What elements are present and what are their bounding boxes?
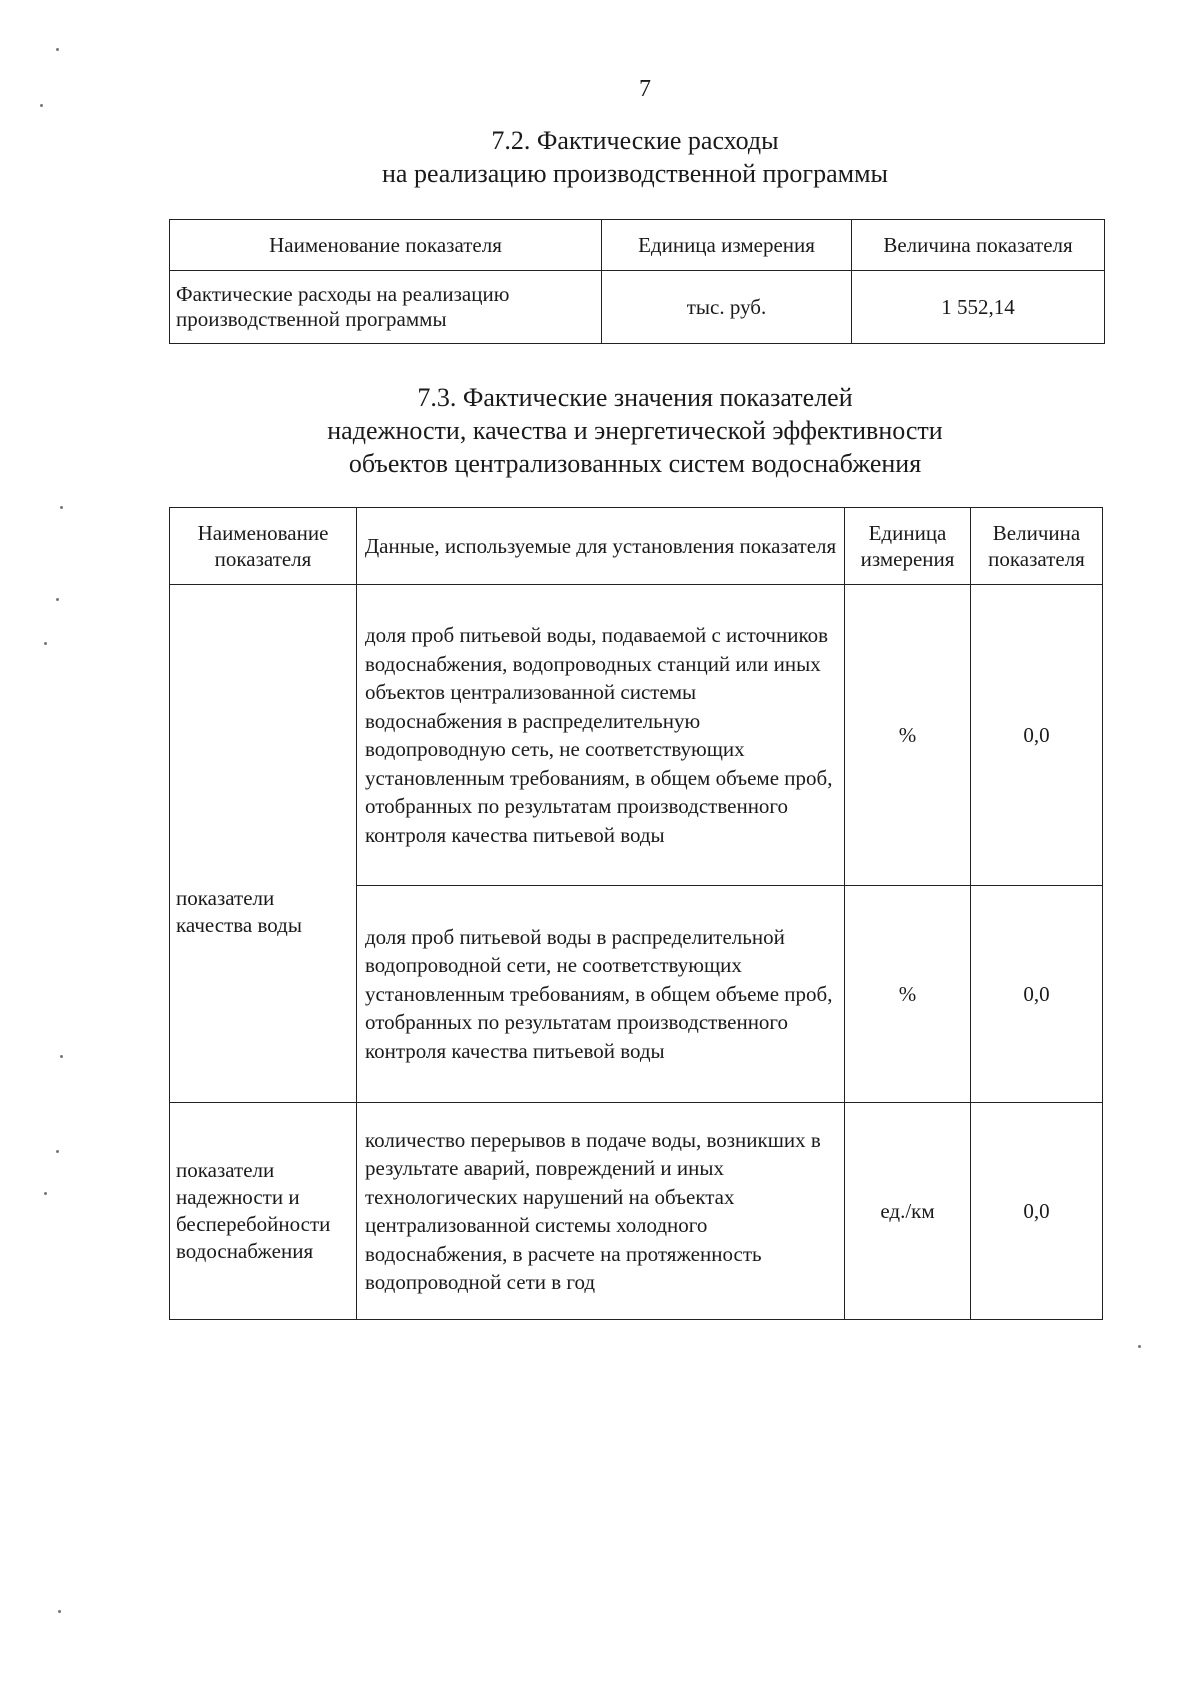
- cell-value: 1 552,14: [852, 271, 1105, 344]
- cell-unit: тыс. руб.: [602, 271, 852, 344]
- header-unit: Единица измерения: [602, 220, 852, 271]
- cell-group-water-quality: показатели качества воды: [170, 585, 357, 1103]
- scan-speck: [60, 506, 63, 509]
- indicators-table: [169, 507, 1103, 1320]
- scan-speck: [44, 642, 47, 645]
- cell-value: 0,0: [971, 1103, 1103, 1320]
- header-source-data: Данные, используемые для установления показателя: [357, 508, 845, 585]
- scan-speck: [60, 1055, 63, 1058]
- table-row: [170, 271, 1105, 344]
- header-indicator-name: Наименование показателя: [170, 220, 602, 271]
- section-73-title-line: объектов централизованных систем водоснабжения: [348, 449, 922, 478]
- scan-speck: [56, 48, 59, 51]
- cell-unit: %: [845, 585, 971, 886]
- page-number: 7: [639, 76, 651, 102]
- cell-unit: %: [845, 886, 971, 1103]
- section-73-title-line: 7.3. Фактические значения показателей: [417, 383, 853, 412]
- scan-speck: [56, 1150, 59, 1153]
- cell-group-reliability: показатели надежности и бесперебойности водоснабжения: [170, 1103, 357, 1320]
- scan-speck: [56, 598, 59, 601]
- cell-indicator-name: Фактические расходы на реализацию производственной программы: [170, 271, 602, 344]
- header-value: Величина показателя: [971, 508, 1103, 585]
- scan-speck: [1138, 1345, 1141, 1348]
- section-73-title-line: надежности, качества и энергетической эффективности: [327, 416, 943, 445]
- section-72-title: [0, 124, 1200, 190]
- cell-unit: ед./км: [845, 1103, 971, 1320]
- table-header-row: [170, 508, 1103, 585]
- scan-speck: [44, 1192, 47, 1195]
- scan-speck: [58, 1610, 61, 1613]
- table-row: [170, 1103, 1103, 1320]
- scan-speck: [40, 104, 43, 107]
- section-72-title-line: на реализацию производственной программы: [381, 159, 888, 188]
- header-value: Величина показателя: [852, 220, 1105, 271]
- header-indicator-name: Наименование показателя: [170, 508, 357, 585]
- table-row: [170, 585, 1103, 886]
- cell-value: 0,0: [971, 585, 1103, 886]
- cell-value: 0,0: [971, 886, 1103, 1103]
- header-unit: Единица измерения: [845, 508, 971, 585]
- table-header-row: [170, 220, 1105, 271]
- section-72-title-line: 7.2. Фактические расходы: [491, 126, 779, 155]
- cell-source-data: доля проб питьевой воды, подаваемой с источников водоснабжения, водопроводных станций или иных объектов централизованной системы водоснабжения в распределительную водопроводную сеть, не соответствующих установленным требованиям, в общем объеме проб, отобранных по результатам производственного контроля качества питьевой воды: [357, 585, 845, 886]
- cell-source-data: доля проб питьевой воды в распределительной водопроводной сети, не соответствующих установленным требованиям, в общем объеме проб, отобранных по результатам производственного контроля качества питьевой воды: [357, 886, 845, 1103]
- section-73-title: [0, 381, 1200, 480]
- cell-source-data: количество перерывов в подаче воды, возникших в результате аварий, повреждений и иных технологических нарушений на объектах централизованной системы холодного водоснабжения, в расчете на протяженность водопроводной сети в год: [357, 1103, 845, 1320]
- actual-costs-table: [169, 219, 1105, 344]
